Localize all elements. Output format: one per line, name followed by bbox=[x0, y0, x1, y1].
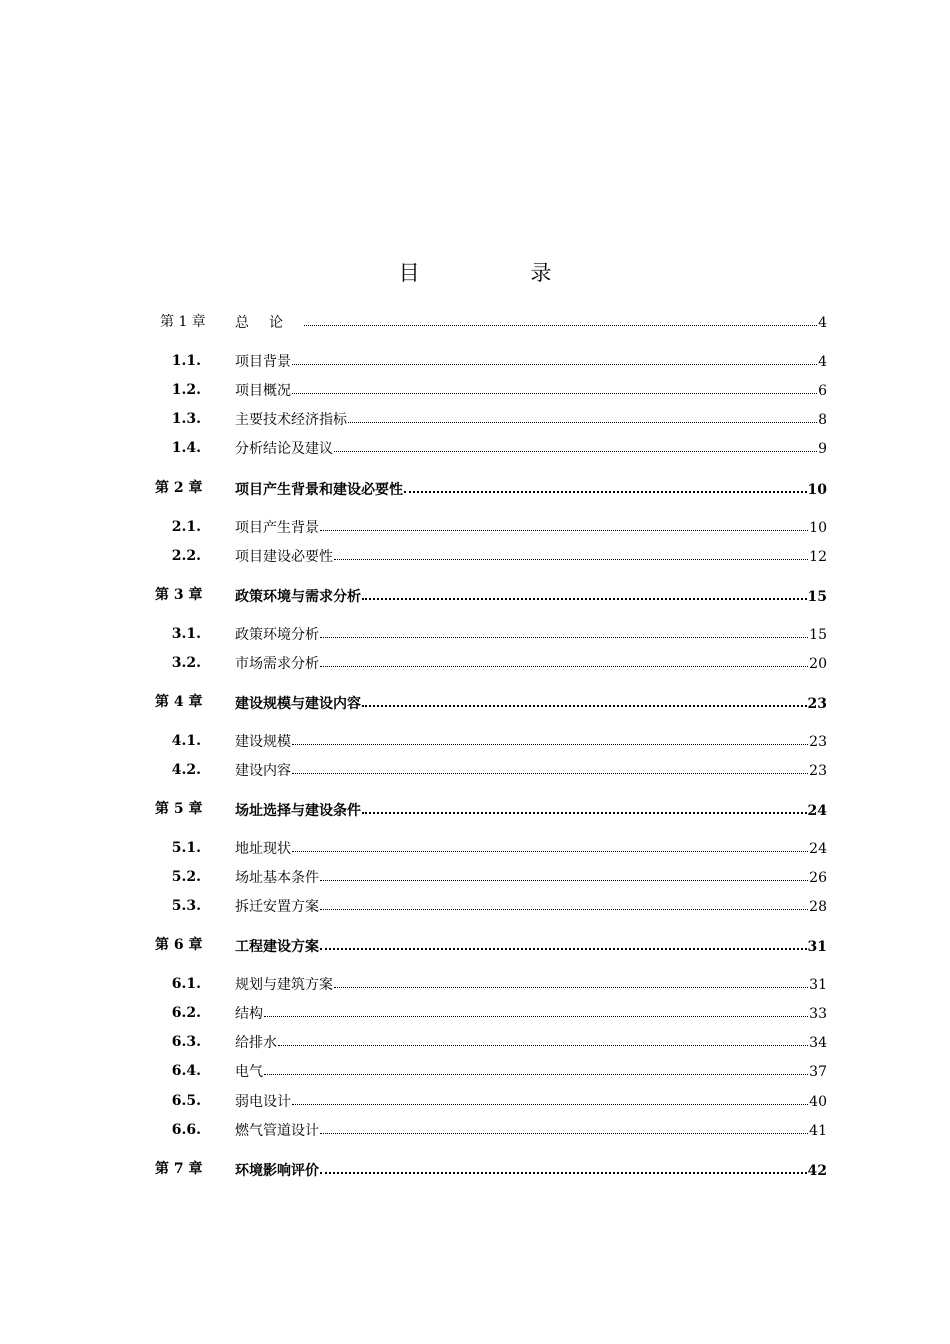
toc-entry-number: 5.2. bbox=[171, 869, 201, 885]
toc-entry-page: 24 bbox=[807, 803, 827, 819]
dot-leader bbox=[292, 838, 808, 852]
toc-entry-line bbox=[235, 838, 827, 858]
toc-entry-section-1-3[interactable] bbox=[0, 409, 950, 429]
toc-entry-line bbox=[235, 409, 827, 429]
toc-entry-page: 10 bbox=[807, 482, 827, 498]
toc-entry-line bbox=[235, 653, 827, 673]
toc-entry-number: 3.2. bbox=[171, 655, 201, 671]
toc-entry-section-1-4[interactable] bbox=[0, 438, 950, 458]
toc-entry-section-6-2[interactable] bbox=[0, 1003, 950, 1023]
toc-entry-label: 项目建设必要性 bbox=[235, 549, 333, 565]
toc-entry-number: 第 2 章 bbox=[155, 480, 203, 496]
toc-entry-label: 电气 bbox=[235, 1064, 263, 1080]
toc-entry-line bbox=[235, 731, 827, 751]
toc-entry-section-6-4[interactable] bbox=[0, 1061, 950, 1081]
toc-entry-page: 31 bbox=[809, 977, 827, 993]
toc-entry-chapter-1[interactable] bbox=[0, 312, 950, 332]
dot-leader bbox=[264, 1061, 808, 1075]
dot-leader bbox=[264, 1003, 808, 1017]
dot-leader bbox=[292, 760, 808, 774]
toc-entry-page: 40 bbox=[809, 1094, 827, 1110]
dot-leader bbox=[292, 351, 817, 365]
toc-entry-chapter-7[interactable] bbox=[0, 1159, 950, 1179]
toc-entry-chapter-5[interactable] bbox=[0, 799, 950, 819]
toc-entry-label: 场址选择与建设条件 bbox=[235, 803, 361, 819]
toc-entry-number: 第 5 章 bbox=[155, 801, 203, 817]
toc-entry-label: 市场需求分析 bbox=[235, 656, 319, 672]
toc-entry-number: 第 1 章 bbox=[160, 314, 206, 330]
toc-entry-section-6-3[interactable] bbox=[0, 1032, 950, 1052]
toc-entry-number: 6.1. bbox=[171, 976, 201, 992]
toc-entry-page: 31 bbox=[807, 939, 827, 955]
toc-entry-line bbox=[235, 974, 827, 994]
dot-leader bbox=[292, 380, 817, 394]
toc-entry-line bbox=[235, 478, 827, 498]
toc-entry-section-1-1[interactable] bbox=[0, 351, 950, 371]
toc-entry-section-5-3[interactable] bbox=[0, 896, 950, 916]
dot-leader bbox=[404, 478, 807, 493]
dot-leader bbox=[278, 1032, 808, 1046]
dot-leader bbox=[362, 692, 807, 707]
dot-leader bbox=[334, 974, 808, 988]
toc-entry-number: 4.2. bbox=[171, 762, 201, 778]
toc-entry-number: 6.5. bbox=[171, 1093, 201, 1109]
toc-entry-number: 4.1. bbox=[171, 733, 201, 749]
dot-leader bbox=[320, 624, 808, 638]
dot-leader bbox=[362, 799, 807, 814]
toc-entry-label: 场址基本条件 bbox=[235, 870, 319, 886]
toc-entry-label: 弱电设计 bbox=[235, 1094, 291, 1110]
toc-entry-line bbox=[235, 546, 827, 566]
toc-entry-page: 15 bbox=[807, 589, 827, 605]
toc-entry-label: 燃气管道设计 bbox=[235, 1123, 319, 1139]
toc-entry-page: 12 bbox=[809, 549, 827, 565]
toc-entry-line bbox=[235, 1120, 827, 1140]
toc-entry-page: 23 bbox=[809, 734, 827, 750]
toc-entry-page: 4 bbox=[818, 354, 827, 370]
dot-leader bbox=[292, 1091, 808, 1105]
dot-leader bbox=[320, 1159, 807, 1174]
toc-entry-line bbox=[235, 867, 827, 887]
toc-entry-label: 政策环境分析 bbox=[235, 627, 319, 643]
toc-entry-label: 主要技术经济指标 bbox=[235, 412, 347, 428]
toc-entry-page: 33 bbox=[809, 1006, 827, 1022]
toc-entry-section-2-1[interactable] bbox=[0, 517, 950, 537]
toc-entry-label: 工程建设方案 bbox=[235, 939, 319, 955]
dot-leader bbox=[320, 653, 808, 667]
toc-entry-page: 4 bbox=[818, 315, 827, 331]
toc-entry-number: 1.1. bbox=[171, 353, 201, 369]
toc-entry-label: 拆迁安置方案 bbox=[235, 899, 319, 915]
toc-entry-label: 分析结论及建议 bbox=[235, 441, 333, 457]
toc-entry-label: 总论 bbox=[235, 315, 303, 331]
toc-entry-label: 环境影响评价 bbox=[235, 1163, 319, 1179]
toc-entry-line bbox=[235, 1003, 827, 1023]
toc-entry-label: 项目概况 bbox=[235, 383, 291, 399]
toc-entry-label: 规划与建筑方案 bbox=[235, 977, 333, 993]
toc-entry-chapter-2[interactable] bbox=[0, 478, 950, 498]
toc-entry-section-2-2[interactable] bbox=[0, 546, 950, 566]
dot-leader bbox=[320, 896, 808, 910]
toc-entry-number: 3.1. bbox=[171, 626, 201, 642]
toc-entry-number: 第 3 章 bbox=[155, 587, 203, 603]
toc-entry-page: 24 bbox=[809, 841, 827, 857]
dot-leader bbox=[362, 585, 807, 600]
dot-leader bbox=[320, 867, 808, 881]
toc-entry-page: 34 bbox=[809, 1035, 827, 1051]
dot-leader bbox=[348, 409, 817, 423]
toc-entry-label: 项目背景 bbox=[235, 354, 291, 370]
toc-entry-line bbox=[235, 312, 827, 332]
toc-entry-label: 结构 bbox=[235, 1006, 263, 1022]
toc-entry-label: 项目产生背景 bbox=[235, 520, 319, 536]
toc-entry-page: 42 bbox=[807, 1163, 827, 1179]
toc-entry-number: 6.2. bbox=[171, 1005, 201, 1021]
toc-entry-section-6-6[interactable] bbox=[0, 1120, 950, 1140]
toc-entry-section-5-1[interactable] bbox=[0, 838, 950, 858]
dot-leader bbox=[320, 1120, 808, 1134]
toc-entry-label: 建设规模与建设内容 bbox=[235, 696, 361, 712]
toc-entry-section-4-2[interactable] bbox=[0, 760, 950, 780]
toc-entry-line bbox=[235, 624, 827, 644]
toc-entry-number: 2.1. bbox=[171, 519, 201, 535]
toc-entry-page: 6 bbox=[818, 383, 827, 399]
toc-entry-page: 9 bbox=[818, 441, 827, 457]
toc-entry-section-4-1[interactable] bbox=[0, 731, 950, 751]
toc-entry-label: 政策环境与需求分析 bbox=[235, 589, 361, 605]
toc-entry-section-3-2[interactable] bbox=[0, 653, 950, 673]
toc-entry-number: 6.3. bbox=[171, 1034, 201, 1050]
toc-entry-line bbox=[235, 760, 827, 780]
toc-entry-number: 第 7 章 bbox=[155, 1161, 203, 1177]
toc-entry-number: 2.2. bbox=[171, 548, 201, 564]
toc-entry-page: 28 bbox=[809, 899, 827, 915]
toc-entry-label: 给排水 bbox=[235, 1035, 277, 1051]
toc-entry-number: 1.3. bbox=[171, 411, 201, 427]
toc-entry-line bbox=[235, 799, 827, 819]
toc-entry-page: 41 bbox=[809, 1123, 827, 1139]
dot-leader bbox=[292, 731, 808, 745]
page-title: 目 录 bbox=[398, 261, 604, 285]
toc-entry-page: 10 bbox=[809, 520, 827, 536]
toc-entry-label: 建设内容 bbox=[235, 763, 291, 779]
dot-leader bbox=[334, 438, 817, 452]
toc-entry-number: 6.6. bbox=[171, 1122, 201, 1138]
toc-entry-page: 8 bbox=[818, 412, 827, 428]
toc-entry-page: 37 bbox=[809, 1064, 827, 1080]
toc-entry-line bbox=[235, 1061, 827, 1081]
toc-entry-label: 地址现状 bbox=[235, 841, 291, 857]
toc-entry-line bbox=[235, 1032, 827, 1052]
toc-entry-page: 15 bbox=[809, 627, 827, 643]
toc-entry-line bbox=[235, 692, 827, 712]
dot-leader bbox=[320, 935, 807, 950]
toc-entry-line bbox=[235, 380, 827, 400]
toc-entry-chapter-6[interactable] bbox=[0, 935, 950, 955]
toc-entry-number: 6.4. bbox=[171, 1063, 201, 1079]
toc-entry-line bbox=[235, 517, 827, 537]
toc-entry-page: 20 bbox=[809, 656, 827, 672]
toc-entry-number: 1.2. bbox=[171, 382, 201, 398]
toc-entry-section-3-1[interactable] bbox=[0, 624, 950, 644]
toc-entry-page: 23 bbox=[807, 696, 827, 712]
toc-entry-line bbox=[235, 1159, 827, 1179]
toc-entry-section-6-1[interactable] bbox=[0, 974, 950, 994]
dot-leader bbox=[334, 546, 808, 560]
toc-entry-number: 5.1. bbox=[171, 840, 201, 856]
toc-entry-line bbox=[235, 351, 827, 371]
toc-entry-line bbox=[235, 896, 827, 916]
toc-entry-section-6-5[interactable] bbox=[0, 1091, 950, 1111]
toc-entry-page: 23 bbox=[809, 763, 827, 779]
toc-entry-line bbox=[235, 935, 827, 955]
toc-entry-chapter-4[interactable] bbox=[0, 692, 950, 712]
toc-entry-label: 建设规模 bbox=[235, 734, 291, 750]
toc-entry-line bbox=[235, 438, 827, 458]
toc-entry-chapter-3[interactable] bbox=[0, 585, 950, 605]
toc-entry-section-5-2[interactable] bbox=[0, 867, 950, 887]
toc-entry-line bbox=[235, 1091, 827, 1111]
toc-entry-number: 5.3. bbox=[171, 898, 201, 914]
toc-entry-page: 26 bbox=[809, 870, 827, 886]
toc-entry-number: 第 6 章 bbox=[155, 937, 203, 953]
toc-entry-number: 第 4 章 bbox=[155, 694, 203, 710]
dot-leader bbox=[304, 312, 817, 326]
toc-entry-label: 项目产生背景和建设必要性 bbox=[235, 482, 403, 498]
toc-entry-section-1-2[interactable] bbox=[0, 380, 950, 400]
toc-entry-number: 1.4. bbox=[171, 440, 201, 456]
toc-entry-line bbox=[235, 585, 827, 605]
dot-leader bbox=[320, 517, 808, 531]
